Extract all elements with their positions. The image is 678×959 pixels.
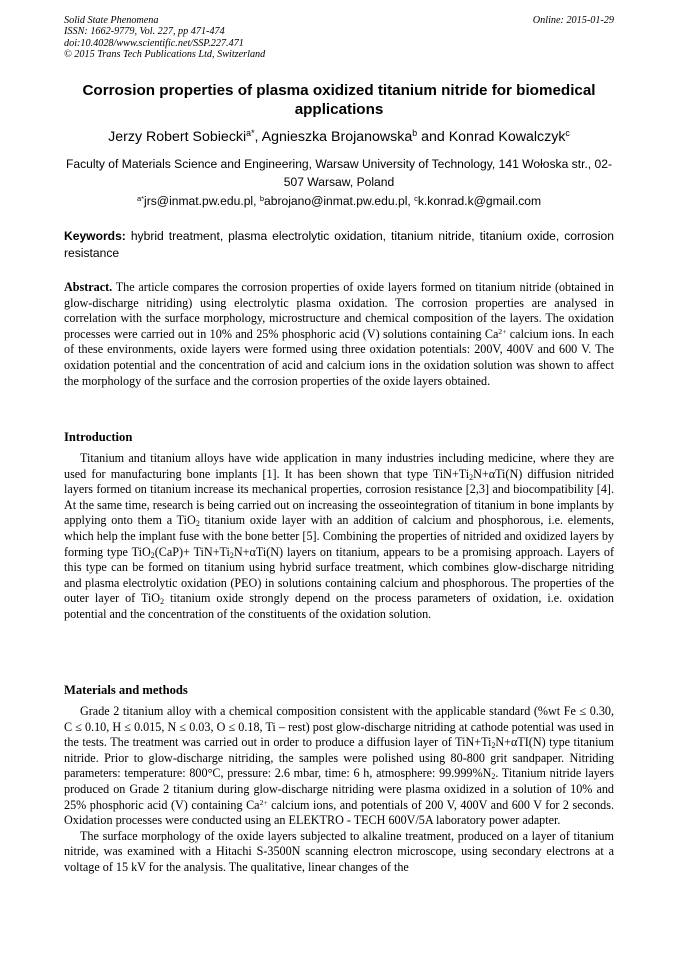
superscript: 2+ [259, 797, 268, 807]
subscript: 2 [160, 597, 165, 607]
email-mark: c [414, 193, 418, 203]
author-list [64, 128, 614, 146]
introduction-paragraph [64, 451, 614, 623]
journal-info [64, 15, 614, 61]
body-text: titanium oxide strongly depend on the process parameters of oxidation, i.e. oxidation potential and the concentration of the constituents of the oxidation solution. [64, 591, 614, 621]
keywords-text: hybrid treatment, plasma electrolytic oxidation, titanium nitride, titanium oxide, corrosion resistance [64, 229, 614, 260]
subscript: 2 [491, 772, 496, 782]
author-mark: b [412, 128, 418, 139]
introduction-heading: Introduction [64, 430, 133, 444]
subscript: 2 [150, 550, 155, 560]
author-name: Konrad Kowalczyk [448, 129, 566, 145]
email-mark: a* [136, 193, 145, 203]
journal-name: Solid State Phenomena [64, 15, 159, 26]
journal-issn: ISSN: 1662-9779, Vol. 227, pp 471-474 [64, 26, 225, 38]
abstract-label: Abstract. [64, 280, 113, 294]
abstract-paragraph [64, 280, 614, 389]
subscript: 2 [229, 550, 234, 560]
body-text: (CaP)+ TiN+Ti [154, 544, 230, 559]
body-text: N+αTi(N) layers on titanium, appears to be a promising approach. Layers of this type can be formed on titanium using hybrid surface treatment, which combines glow-discharge nitriding and plasma electrolytic oxidation (PEO) in solutions containing calcium and phosphorous. The properties of the outer layer of TiO [64, 544, 615, 606]
body-text: Grade 2 titanium alloy with a chemical composition consistent with the applicable standard (%wt Fe ≤ 0.30, C ≤ 0.10, H ≤ 0.015, N ≤ 0.03, O ≤ 0.18, Ti – rest) post glow-discharge nitriding at cathode potential was used in the tests. The treatment was carried out in order to produce a diffusion layer of TiN+Ti [64, 704, 614, 750]
online-date: Online: 2015-01-29 [532, 15, 614, 26]
affiliation: Faculty of Materials Science and Engineering, Warsaw University of Technology, 141 Wołoska str., 02-507 Warsaw, Poland [65, 157, 613, 189]
body-text: Titanium and titanium alloys have wide application in many industries including medicine, where they are used for manufacturing bone implants [1]. It has been shown that type TiN+Ti [64, 451, 614, 481]
email-link[interactable]: k.konrad.k@gmail.com [417, 194, 542, 208]
author-name: Jerzy Robert Sobiecki [108, 129, 247, 145]
introduction-body [64, 451, 614, 623]
author-separator: , [254, 129, 262, 145]
email-link[interactable]: jrs@inmat.pw.edu.pl, [144, 194, 260, 208]
author-separator: and [417, 129, 449, 145]
email-mark: b [259, 193, 264, 203]
body-text: N+αTi(N) diffusion nitrided layers formed on titanium increase its mechanical properties, corrosion resistance [2,3] and biocompatibility [4]. At the same time, research is being carried out on increasing the osseointegration of titanium in bone implants by applying onto them a TiO [64, 466, 614, 528]
methods-heading: Materials and methods [64, 683, 188, 697]
body-text: calcium ions, and potentials of 200 V, 400V and 600 V for 2 seconds. Oxidation processes were conducted using an ELEKTRO - TECH 600V/5A laboratory power adapter. [64, 797, 614, 828]
subscript: 2 [491, 741, 496, 751]
methods-body [64, 704, 614, 876]
journal-doi[interactable]: doi:10.4028/www.scientific.net/SSP.227.471 [64, 37, 244, 49]
email-link[interactable]: abrojano@inmat.pw.edu.pl, [264, 194, 415, 208]
abstract-text: calcium ions. In each of these environments, oxide layers were formed using three oxidation potentials: 200V, 400V and 600 V. The oxidation potential and the concentration of acid and calcium ions in the oxidation solution was shown to affect the morphology of the surface and the corrosion properties of the oxide layers obtained. [64, 326, 614, 388]
paper-title: Corrosion properties of plasma oxidized titanium nitride for biomedical applications [82, 82, 596, 118]
methods-paragraph: The surface morphology of the oxide layers subjected to alkaline treatment, produced on a layer of titanium nitride, was examined with a Hitachi S-3500N scanning electron microscope, using secondary electrons at a voltage of 15 kV for the analysis. The qualitative, linear changes of the [64, 828, 614, 874]
keywords-label: Keywords: [64, 229, 126, 243]
journal-copyright: © 2015 Trans Tech Publications Ltd, Switzerland [64, 49, 266, 61]
body-text: N+αTI(N) type titanium nitride. Prior to glow-discharge nitriding, the samples were polished using 80-800 grit sandpaper. Nitriding parameters: temperature: 800°C, pressure: 2.6 mbar, time: 6 h, atmosphere: 99.999%N [64, 735, 615, 781]
subscript: 2 [195, 519, 200, 529]
author-emails [64, 193, 614, 209]
author-mark: c [565, 128, 570, 139]
keywords [64, 228, 614, 262]
body-text: . Titanium nitride layers produced on Grade 2 titanium during glow-discharge nitriding were plasma oxidized in a solution of 10% and 25% phosphoric acid (V) containing Ca [64, 766, 614, 812]
body-text: titanium oxide layer with an addition of calcium and phosphorous, i.e. elements, which help the implant fuse with the bone better [5]. Combining the properties of nitrided and oxidized layers by forming type TiO [64, 513, 614, 559]
subscript: 2 [469, 472, 474, 482]
author-name: Agnieszka Brojanowska [261, 129, 413, 145]
abstract-superscript: 2+ [498, 326, 507, 336]
abstract-text: The article compares the corrosion properties of oxide layers formed on titanium nitride (obtained in glow-discharge nitriding) using electrolytic plasma oxidation. The corrosion properties are analysed in correlation with the surface morphology, microstructure and chemical composition of the layers. The oxidation processes were carried out in 10% and 25% phosphoric acid (V) solutions containing Ca [64, 280, 614, 341]
abstract [64, 280, 614, 389]
journal-header [64, 15, 614, 61]
author-mark: a* [246, 128, 255, 139]
methods-paragraph [64, 704, 614, 829]
